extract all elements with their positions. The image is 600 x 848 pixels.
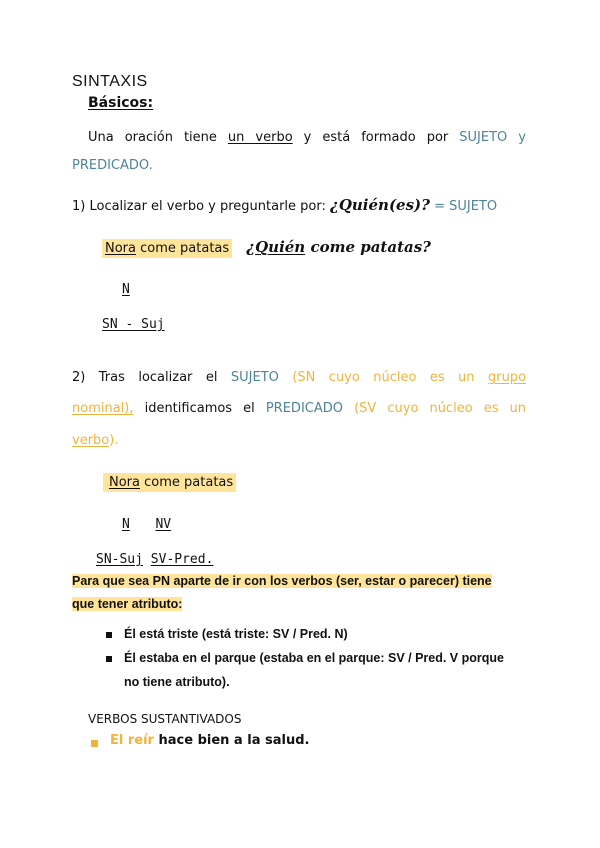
intro-predicado: PREDICADO. — [72, 158, 153, 173]
example2-sn-sv — [96, 552, 213, 567]
example2-n-nv — [122, 517, 171, 532]
example1-rest: come patatas — [140, 241, 230, 256]
intro-verb: un verbo — [227, 130, 293, 145]
note-line-1: Para que sea PN aparte de ir con los verbos (ser, estar o parecer) tiene — [72, 574, 492, 588]
step1-line — [72, 196, 497, 214]
note-line-2: que tener atributo: — [72, 597, 183, 611]
example2-rest: come patatas — [144, 475, 234, 490]
example2-sn: SN-Suj — [96, 552, 143, 567]
note-item-1: Él está triste (está triste: SV / Pred. N) — [124, 627, 348, 641]
step1-question: ¿Quién(es)? — [330, 196, 430, 214]
bullet-1-marker — [106, 632, 112, 638]
verbos-heading: VERBOS SUSTANTIVADOS — [88, 712, 242, 726]
verbos-rest: hace bien a la salud. — [158, 733, 310, 748]
example2-noun: Nora — [109, 475, 140, 490]
page-title: SINTAXIS — [72, 73, 148, 90]
verbos-bullet-marker — [91, 740, 98, 747]
verbos-line — [110, 733, 309, 748]
example2-sv: SV-Pred. — [150, 552, 214, 567]
step2-line-3: verbo). — [72, 433, 119, 448]
bullet-2-marker — [106, 656, 112, 662]
step2-sv-note: (SV cuyo núcleo es un — [354, 401, 527, 416]
step1-text: 1) Localizar el verbo y preguntarle por: — [72, 199, 326, 214]
note-item-2: Él estaba en el parque (estaba en el parque: SV / Pred. V porque — [124, 651, 504, 665]
example1-n-label: N — [122, 282, 130, 297]
intro-sujeto: SUJETO y — [459, 130, 526, 145]
step1-result: = SUJETO — [434, 199, 498, 214]
note-item-2-cont: no tiene atributo). — [124, 675, 230, 689]
intro-line-1 — [88, 130, 526, 145]
example2-sentence — [103, 475, 236, 490]
step2-sn-note: (SN cuyo núcleo es un — [292, 370, 475, 385]
example1-noun: Nora — [105, 241, 136, 256]
example2-nv: NV — [155, 517, 172, 532]
step2-nominal: nominal), — [72, 401, 134, 416]
step2-line-2 — [72, 401, 526, 416]
step2-identificamos: identificamos el — [144, 401, 255, 416]
verbos-el-reir: El reír — [110, 733, 154, 748]
example1-question-quien: Quién — [255, 238, 306, 256]
step2-verbo: verbo — [72, 433, 110, 448]
intro-text-a: Una oración tiene — [88, 130, 217, 145]
step2-grupo: grupo — [487, 370, 527, 385]
example1-question: ¿Quién come patatas? — [246, 238, 431, 256]
example2-n: N — [122, 517, 130, 532]
example1-sn-label: SN - Suj — [102, 317, 165, 332]
step2-line-1: 2) Tras localizar el SUJETO (SN cuyo núcleo es un grupo — [72, 370, 527, 385]
step2-sujeto: SUJETO — [230, 370, 279, 385]
example1-sentence — [102, 238, 431, 256]
intro-text-c: y está formado por — [303, 130, 449, 145]
subtitle: Básicos: — [88, 95, 154, 111]
step2-predicado: PREDICADO — [265, 401, 343, 416]
